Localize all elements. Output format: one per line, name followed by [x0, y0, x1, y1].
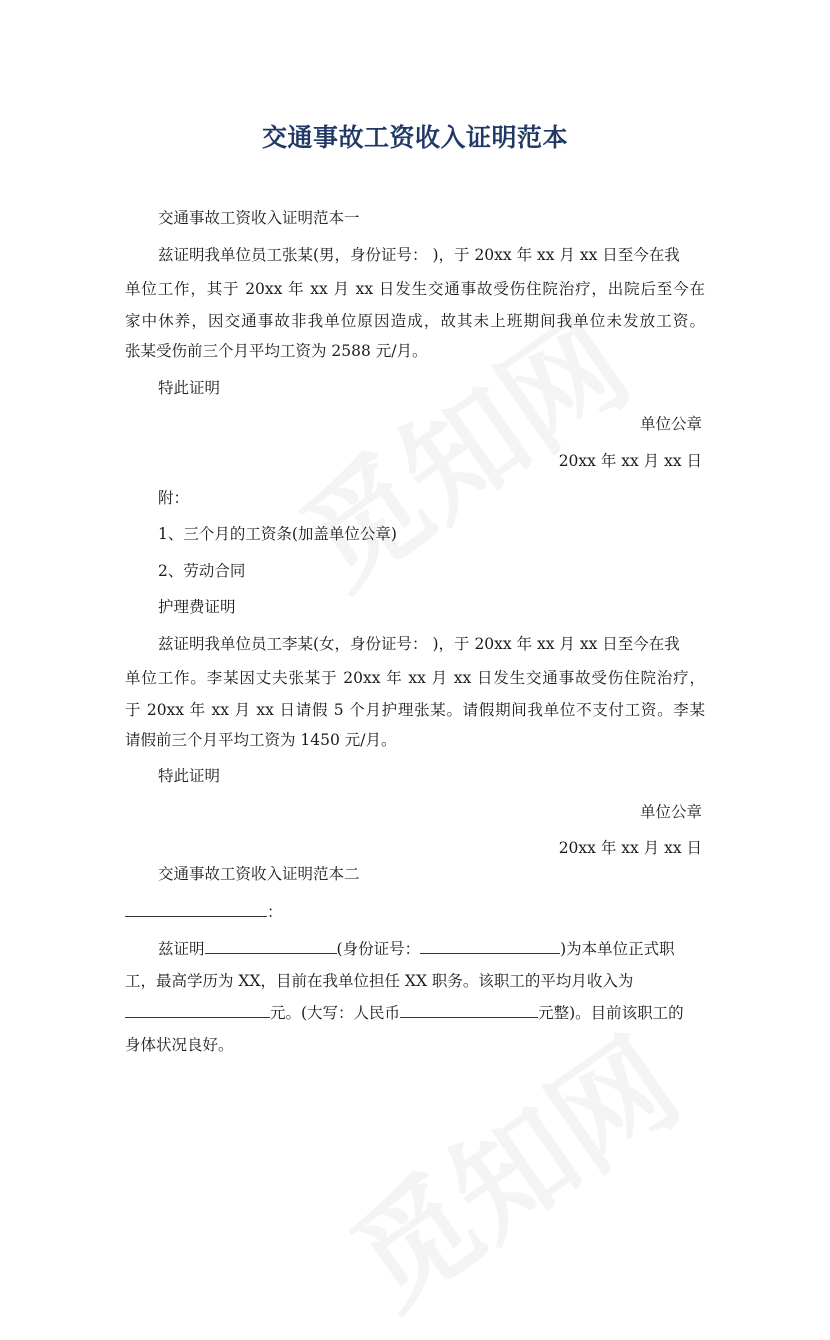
s3-line-1 — [158, 939, 675, 959]
section-2-heading: 交通事故工资收入证明范本二 — [158, 865, 360, 883]
s2-paragraph-line-3: 于 20xx 年 xx 月 xx 日请假 5 个月护理张某。请假期间我单位不支付工资。李某 — [125, 701, 705, 719]
s2-paragraph-line-4: 请假前三个月平均工资为 1450 元/月。 — [125, 731, 397, 749]
s2-company-seal: 单位公章 — [639, 803, 702, 821]
s3-line-2: 工，最高学历为 XX，目前在我单位担任 XX 职务。该职工的平均月收入为 — [125, 972, 634, 990]
watermark-bottom — [313, 992, 707, 1339]
name-blank — [205, 939, 337, 954]
s3-line-3-text-a: 元。(大写：人民币 — [270, 1004, 401, 1022]
s3-line-4: 身体状况良好。 — [125, 1036, 234, 1054]
s1-paragraph-line-4: 张某受伤前三个月平均工资为 2588 元/月。 — [125, 342, 428, 360]
attachment-label: 附： — [158, 489, 190, 507]
s3-line-3 — [125, 1003, 684, 1023]
income-blank — [125, 1003, 270, 1018]
s3-line-1-text-b: (身份证号： — [336, 940, 421, 958]
s1-paragraph-line-3: 家中休养，因交通事故非我单位原因造成，故其未上班期间我单位未发放工资。 — [125, 312, 705, 330]
addressee-blank — [125, 902, 267, 917]
s1-special-proof: 特此证明 — [158, 379, 221, 397]
s2-paragraph-line-1: 兹证明我单位员工李某(女，身份证号： )，于 20xx 年 xx 月 xx 日至今在我 — [158, 635, 680, 653]
s3-line-3-text-b: 元整)。目前该职工的 — [538, 1004, 684, 1022]
s1-paragraph-line-2: 单位工作，其于 20xx 年 xx 月 xx 日发生交通事故受伤住院治疗，出院后至今在 — [125, 280, 705, 298]
addressee-colon: ： — [267, 903, 283, 921]
s2-paragraph-line-2: 单位工作。李某因丈夫张某于 20xx 年 xx 月 xx 日发生交通事故受伤住院治疗， — [125, 669, 705, 687]
income-words-blank — [400, 1003, 538, 1018]
section-1-heading: 交通事故工资收入证明范本一 — [158, 209, 360, 227]
attachment-item-2: 2、劳动合同 — [158, 562, 246, 580]
s1-date: 20xx 年 xx 月 xx 日 — [558, 452, 702, 470]
s1-company-seal: 单位公章 — [639, 415, 702, 433]
addressee-line — [125, 902, 283, 922]
s3-line-1-text-c: )为本单位正式职 — [560, 940, 675, 958]
id-number-blank — [420, 939, 560, 954]
s2-special-proof: 特此证明 — [158, 767, 221, 785]
s3-line-1-text-a: 兹证明 — [158, 940, 205, 958]
document-title: 交通事故工资收入证明范本 — [261, 123, 568, 152]
s2-date: 20xx 年 xx 月 xx 日 — [558, 839, 702, 857]
nursing-heading: 护理费证明 — [158, 598, 236, 616]
s1-paragraph-line-1: 兹证明我单位员工张某(男，身份证号： )，于 20xx 年 xx 月 xx 日至今在我 — [158, 246, 680, 264]
attachment-item-1: 1、三个月的工资条(加盖单位公章) — [158, 525, 397, 543]
